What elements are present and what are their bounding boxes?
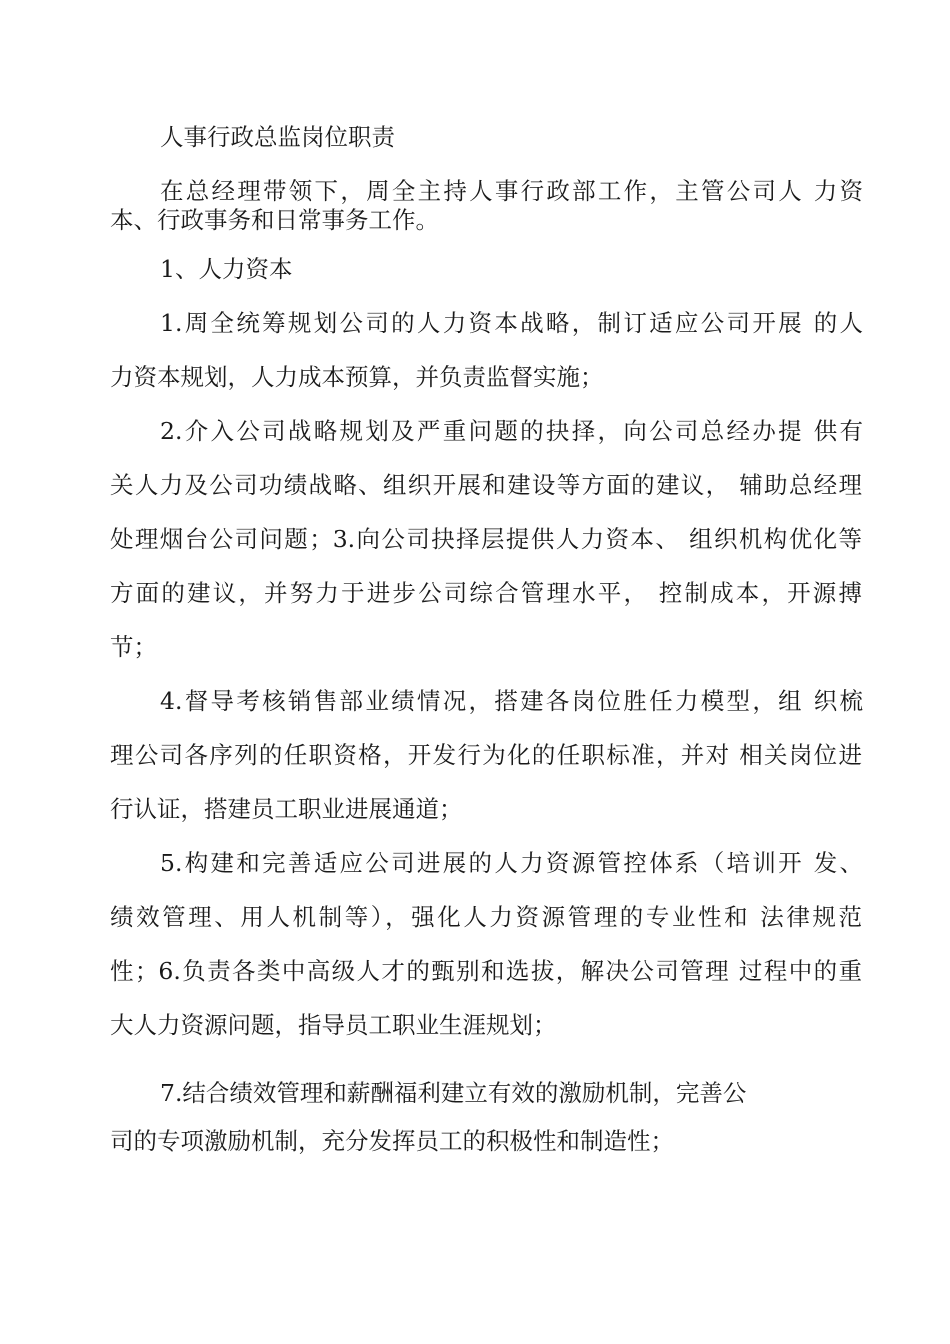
section-heading: 1、人力资本 <box>160 255 293 283</box>
paragraph-line: 绩效管理、用人机制等），强化人力资源管理的专业性和 法律规范 <box>110 903 862 931</box>
paragraph-line: 处理烟台公司问题；3.向公司抉择层提供人力资本、 组织机构优化等 <box>110 525 862 553</box>
paragraph-line: 行认证，搭建员工职业进展通道； <box>110 795 463 823</box>
paragraph-line: 性；6.负责各类中高级人才的甄别和选拔，解决公司管理 过程中的重 <box>110 957 862 985</box>
paragraph-line: 力资本规划，人力成本预算，并负责监督实施； <box>110 363 604 391</box>
paragraph-line: 1.周全统筹规划公司的人力资本战略，制订适应公司开展 的人 <box>160 309 863 337</box>
paragraph-line: 司的专项激励机制，充分发挥员工的积极性和制造性； <box>110 1127 674 1155</box>
paragraph-line: 2.介入公司战略规划及严重问题的抉择，向公司总经办提 供有 <box>160 417 863 445</box>
paragraph-line: 7.结合绩效管理和薪酬福利建立有效的激励机制，完善公 <box>160 1079 747 1107</box>
paragraph-line: 在总经理带领下，周全主持人事行政部工作，主管公司人 力资 <box>160 177 863 205</box>
paragraph-line: 大人力资源问题，指导员工职业生涯规划； <box>110 1011 557 1039</box>
paragraph-line: 方面的建议，并努力于进步公司综合管理水平， 控制成本，开源搏 <box>110 579 862 607</box>
paragraph-line: 关人力及公司功绩战略、组织开展和建设等方面的建议， 辅助总经理 <box>110 471 862 499</box>
paragraph-line: 理公司各序列的任职资格，开发行为化的任职标准，并对 相关岗位进 <box>110 741 862 769</box>
paragraph-line: 4.督导考核销售部业绩情况，搭建各岗位胜任力模型，组 织梳 <box>160 687 863 715</box>
document-title: 人事行政总监岗位职责 <box>160 123 395 151</box>
paragraph-line: 本、行政事务和日常事务工作。 <box>110 206 439 234</box>
paragraph-line: 节； <box>110 633 157 661</box>
paragraph-line: 5.构建和完善适应公司进展的人力资源管控体系（培训开 发、 <box>160 849 863 877</box>
